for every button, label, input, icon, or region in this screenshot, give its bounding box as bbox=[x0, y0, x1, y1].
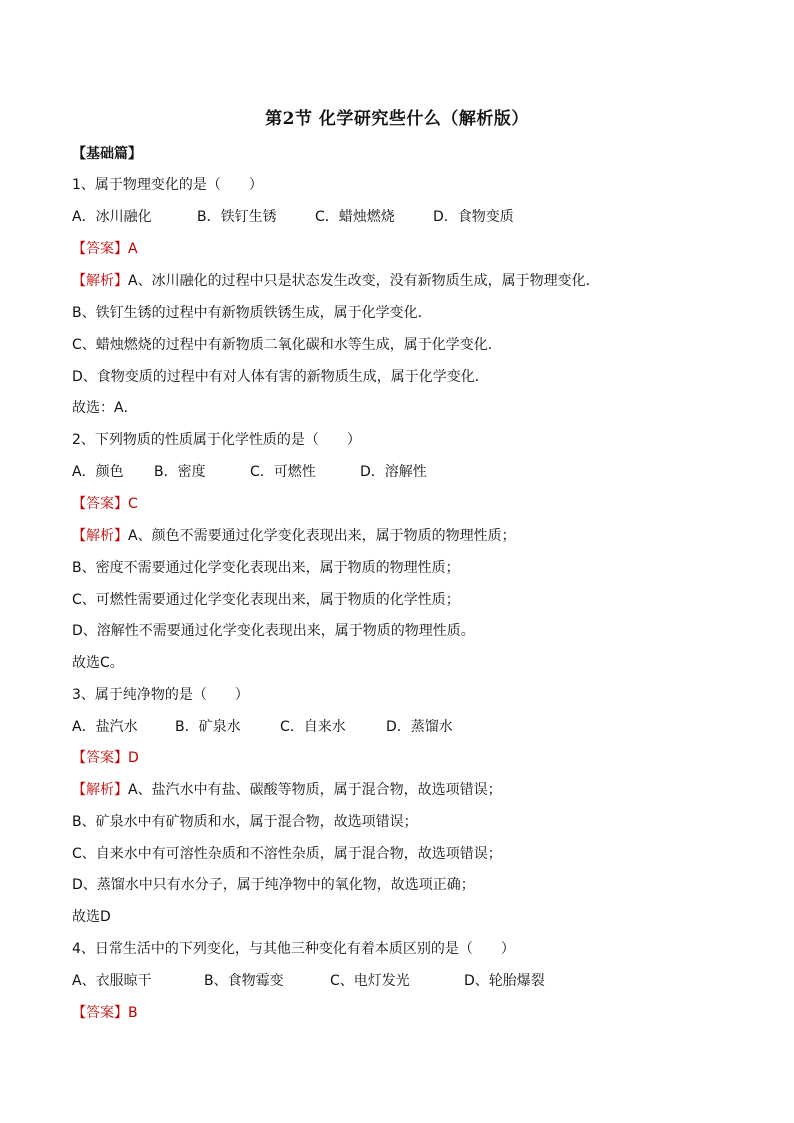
question-1-analysis-line-1 bbox=[72, 270, 600, 292]
question-4-options bbox=[72, 970, 545, 992]
question-3-analysis-line-2: B、矿泉水中有矿物质和水，属于混合物，故选项错误； bbox=[72, 814, 418, 830]
question-4-option-a: A、衣服晾干 bbox=[72, 973, 152, 989]
question-2-conclusion: 故选C。 bbox=[72, 655, 124, 671]
analysis-tag: 【解析】 bbox=[72, 528, 128, 544]
analysis-tag: 【解析】 bbox=[72, 273, 128, 289]
question-2-analysis-line-2: B、密度不需要通过化学变化表现出来，属于物质的物理性质； bbox=[72, 560, 460, 576]
question-3-analysis-text-1: A、盐汽水中有盐、碳酸等物质，属于混合物，故选项错误； bbox=[128, 782, 502, 798]
question-1-option-b: B．铁钉生锈 bbox=[197, 209, 277, 225]
document-title: 第2节 化学研究些什么（解析版） bbox=[265, 109, 529, 129]
question-1-option-a: A．冰川融化 bbox=[72, 209, 152, 225]
question-4-option-c: C、电灯发光 bbox=[330, 973, 410, 989]
question-3-analysis-line-3: C、自来水中有可溶性杂质和不溶性杂质，属于混合物，故选项错误； bbox=[72, 846, 502, 862]
question-4-answer-line bbox=[72, 1002, 138, 1024]
question-3-stem: 3、属于纯净物的是（ ） bbox=[72, 687, 249, 703]
question-3-answer-line bbox=[72, 747, 139, 769]
question-2-answer: C bbox=[128, 496, 138, 512]
question-4-option-b: B、食物霉变 bbox=[204, 973, 284, 989]
question-1-answer: A bbox=[128, 241, 138, 257]
question-2-option-d: D．溶解性 bbox=[360, 464, 427, 480]
question-1-option-d: D．食物变质 bbox=[433, 209, 514, 225]
question-4-option-d: D、轮胎爆裂 bbox=[464, 973, 545, 989]
question-3-option-d: D．蒸馏水 bbox=[386, 719, 453, 735]
question-1-analysis-line-4: D、食物变质的过程中有对人体有害的新物质生成，属于化学变化． bbox=[72, 369, 489, 385]
answer-tag: 【答案】 bbox=[72, 241, 128, 257]
question-3-analysis-line-1 bbox=[72, 779, 502, 801]
question-3-answer: D bbox=[128, 750, 139, 766]
section-heading: 【基础篇】 bbox=[72, 146, 142, 162]
question-2-stem: 2、下列物质的性质属于化学性质的是（ ） bbox=[72, 432, 361, 448]
question-2-options bbox=[72, 461, 427, 483]
question-2-option-a: A．颜色 bbox=[72, 464, 124, 480]
question-3-conclusion: 故选D bbox=[72, 909, 111, 925]
question-1-analysis-line-3: C、蜡烛燃烧的过程中有新物质二氧化碳和水等生成，属于化学变化． bbox=[72, 337, 502, 353]
answer-tag: 【答案】 bbox=[72, 750, 128, 766]
question-2-analysis-line-1 bbox=[72, 525, 516, 547]
question-1-conclusion: 故选：A． bbox=[72, 400, 138, 416]
answer-tag: 【答案】 bbox=[72, 496, 128, 512]
answer-tag: 【答案】 bbox=[72, 1005, 128, 1021]
question-2-analysis-line-3: C、可燃性需要通过化学变化表现出来，属于物质的化学性质； bbox=[72, 592, 460, 608]
question-2-answer-line bbox=[72, 493, 138, 515]
question-4-stem: 4、日常生活中的下列变化，与其他三种变化有着本质区别的是（ ） bbox=[72, 941, 515, 957]
question-4-answer: B bbox=[128, 1005, 138, 1021]
question-1-option-c: C．蜡烛燃烧 bbox=[315, 209, 395, 225]
question-2-option-b: B．密度 bbox=[154, 464, 206, 480]
question-1-options bbox=[72, 206, 514, 228]
question-3-option-b: B．矿泉水 bbox=[175, 719, 241, 735]
question-3-option-c: C．自来水 bbox=[280, 719, 346, 735]
question-3-analysis-line-4: D、蒸馏水中只有水分子，属于纯净物中的氧化物，故选项正确； bbox=[72, 877, 475, 893]
question-2-option-c: C．可燃性 bbox=[250, 464, 316, 480]
question-3-options bbox=[72, 716, 453, 738]
question-1-stem: 1、属于物理变化的是（ ） bbox=[72, 177, 263, 193]
question-3-option-a: A．盐汽水 bbox=[72, 719, 138, 735]
analysis-tag: 【解析】 bbox=[72, 782, 128, 798]
question-1-analysis-line-2: B、铁钉生锈的过程中有新物质铁锈生成，属于化学变化． bbox=[72, 305, 432, 321]
question-1-answer-line bbox=[72, 238, 138, 260]
question-2-analysis-text-1: A、颜色不需要通过化学变化表现出来，属于物质的物理性质； bbox=[128, 528, 516, 544]
question-1-analysis-text-1: A、冰川融化的过程中只是状态发生改变，没有新物质生成，属于物理变化． bbox=[128, 273, 600, 289]
question-2-analysis-line-4: D、溶解性不需要通过化学变化表现出来，属于物质的物理性质。 bbox=[72, 623, 475, 639]
